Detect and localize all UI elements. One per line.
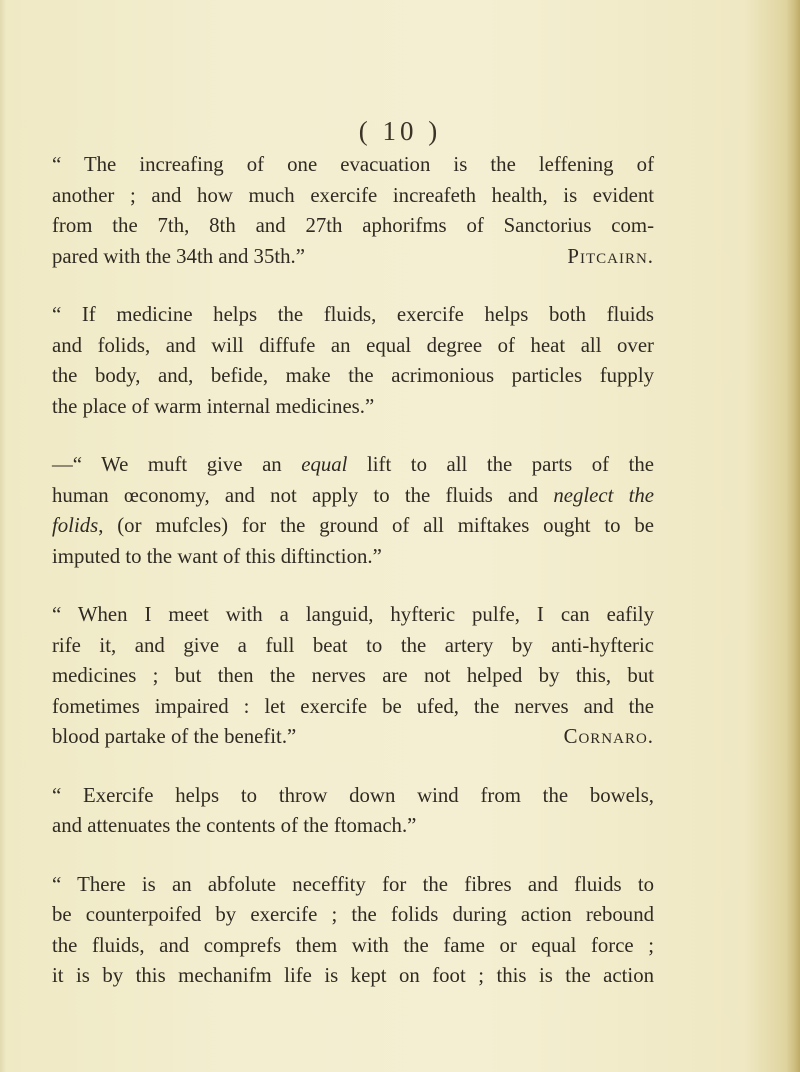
text-line: “ If medicine helps the fluids, exercife helps both fluids (52, 303, 654, 326)
text-line-with-attribution (52, 722, 654, 753)
text-line: blood partake of the benefit.” (52, 725, 297, 748)
text-line: medicines ; but then the nerves are not helped by this, but (52, 664, 654, 687)
text-run: lift to all the parts of the (347, 453, 655, 476)
text-line: “ When I meet with a languid, hyfteric pulfe, I can eafily (52, 603, 654, 626)
text-line: another ; and how much exercife increafeth health, is evident (52, 183, 654, 207)
text-run: human œconomy, and not apply to the fluids and (52, 483, 554, 507)
page-left-edge (0, 0, 6, 1072)
paragraph-equal-lift-quote (52, 450, 654, 572)
paragraph-medicine-quote (52, 300, 654, 422)
text-run: —“ We muft give an (52, 453, 302, 476)
text-line: rife it, and give a full beat to the artery by anti-hyfteric (52, 633, 654, 657)
paragraph-pitcairn-quote (52, 150, 654, 272)
page-right-edge-shadow (786, 0, 800, 1072)
text-line: pared with the 34th and 35th.” (52, 244, 305, 268)
paragraph-cornaro-quote (52, 600, 654, 753)
text-line: fometimes impaired : let exercife be ufed, the nerves and the (52, 694, 654, 718)
text-line: the place of warm internal medicines.” (52, 394, 375, 418)
text-line (52, 511, 654, 542)
text-run: , (or mufcles) for the ground of all miftakes ought to be (98, 514, 654, 537)
text-line-with-attribution (52, 242, 654, 273)
text-line (52, 450, 654, 481)
text-line: it is by this mechanifm life is kept on foot ; this is the action (52, 964, 654, 987)
text-line: the body, and, befide, make the acrimonious particles fupply (52, 364, 654, 387)
paragraph-fibres-quote (52, 870, 654, 992)
text-line: and attenuates the contents of the ftomach.” (52, 814, 417, 837)
attribution-pitcairn: Pitcairn. (567, 244, 654, 268)
page-number: ( 10 ) (358, 116, 442, 146)
text-line (52, 481, 654, 512)
italic-word-equal: equal (301, 453, 348, 476)
text-line: from the 7th, 8th and 27th aphorifms of Sanctorius com- (52, 214, 654, 237)
text-line: “ The increafing of one evacuation is the leffening of (52, 153, 654, 176)
italic-word-folids: folids (52, 514, 99, 537)
italic-phrase-neglect-the: neglect the (553, 483, 654, 507)
text-line: “ There is an abfolute neceffity for the fibres and fluids to (52, 872, 654, 896)
text-line: imputed to the want of this diftinction.” (52, 544, 382, 568)
text-line: “ Exercife helps to throw down wind from the bowels, (52, 783, 654, 807)
attribution-cornaro: Cornaro. (563, 725, 654, 748)
text-line: and folids, and will diffufe an equal degree of heat all over (52, 333, 654, 357)
text-line: the fluids, and comprefs them with the fame or equal force ; (52, 933, 654, 957)
text-line: be counterpoifed by exercife ; the folids during action rebound (52, 903, 654, 926)
page-body-text (52, 150, 654, 1020)
paragraph-bowels-quote (52, 781, 654, 842)
